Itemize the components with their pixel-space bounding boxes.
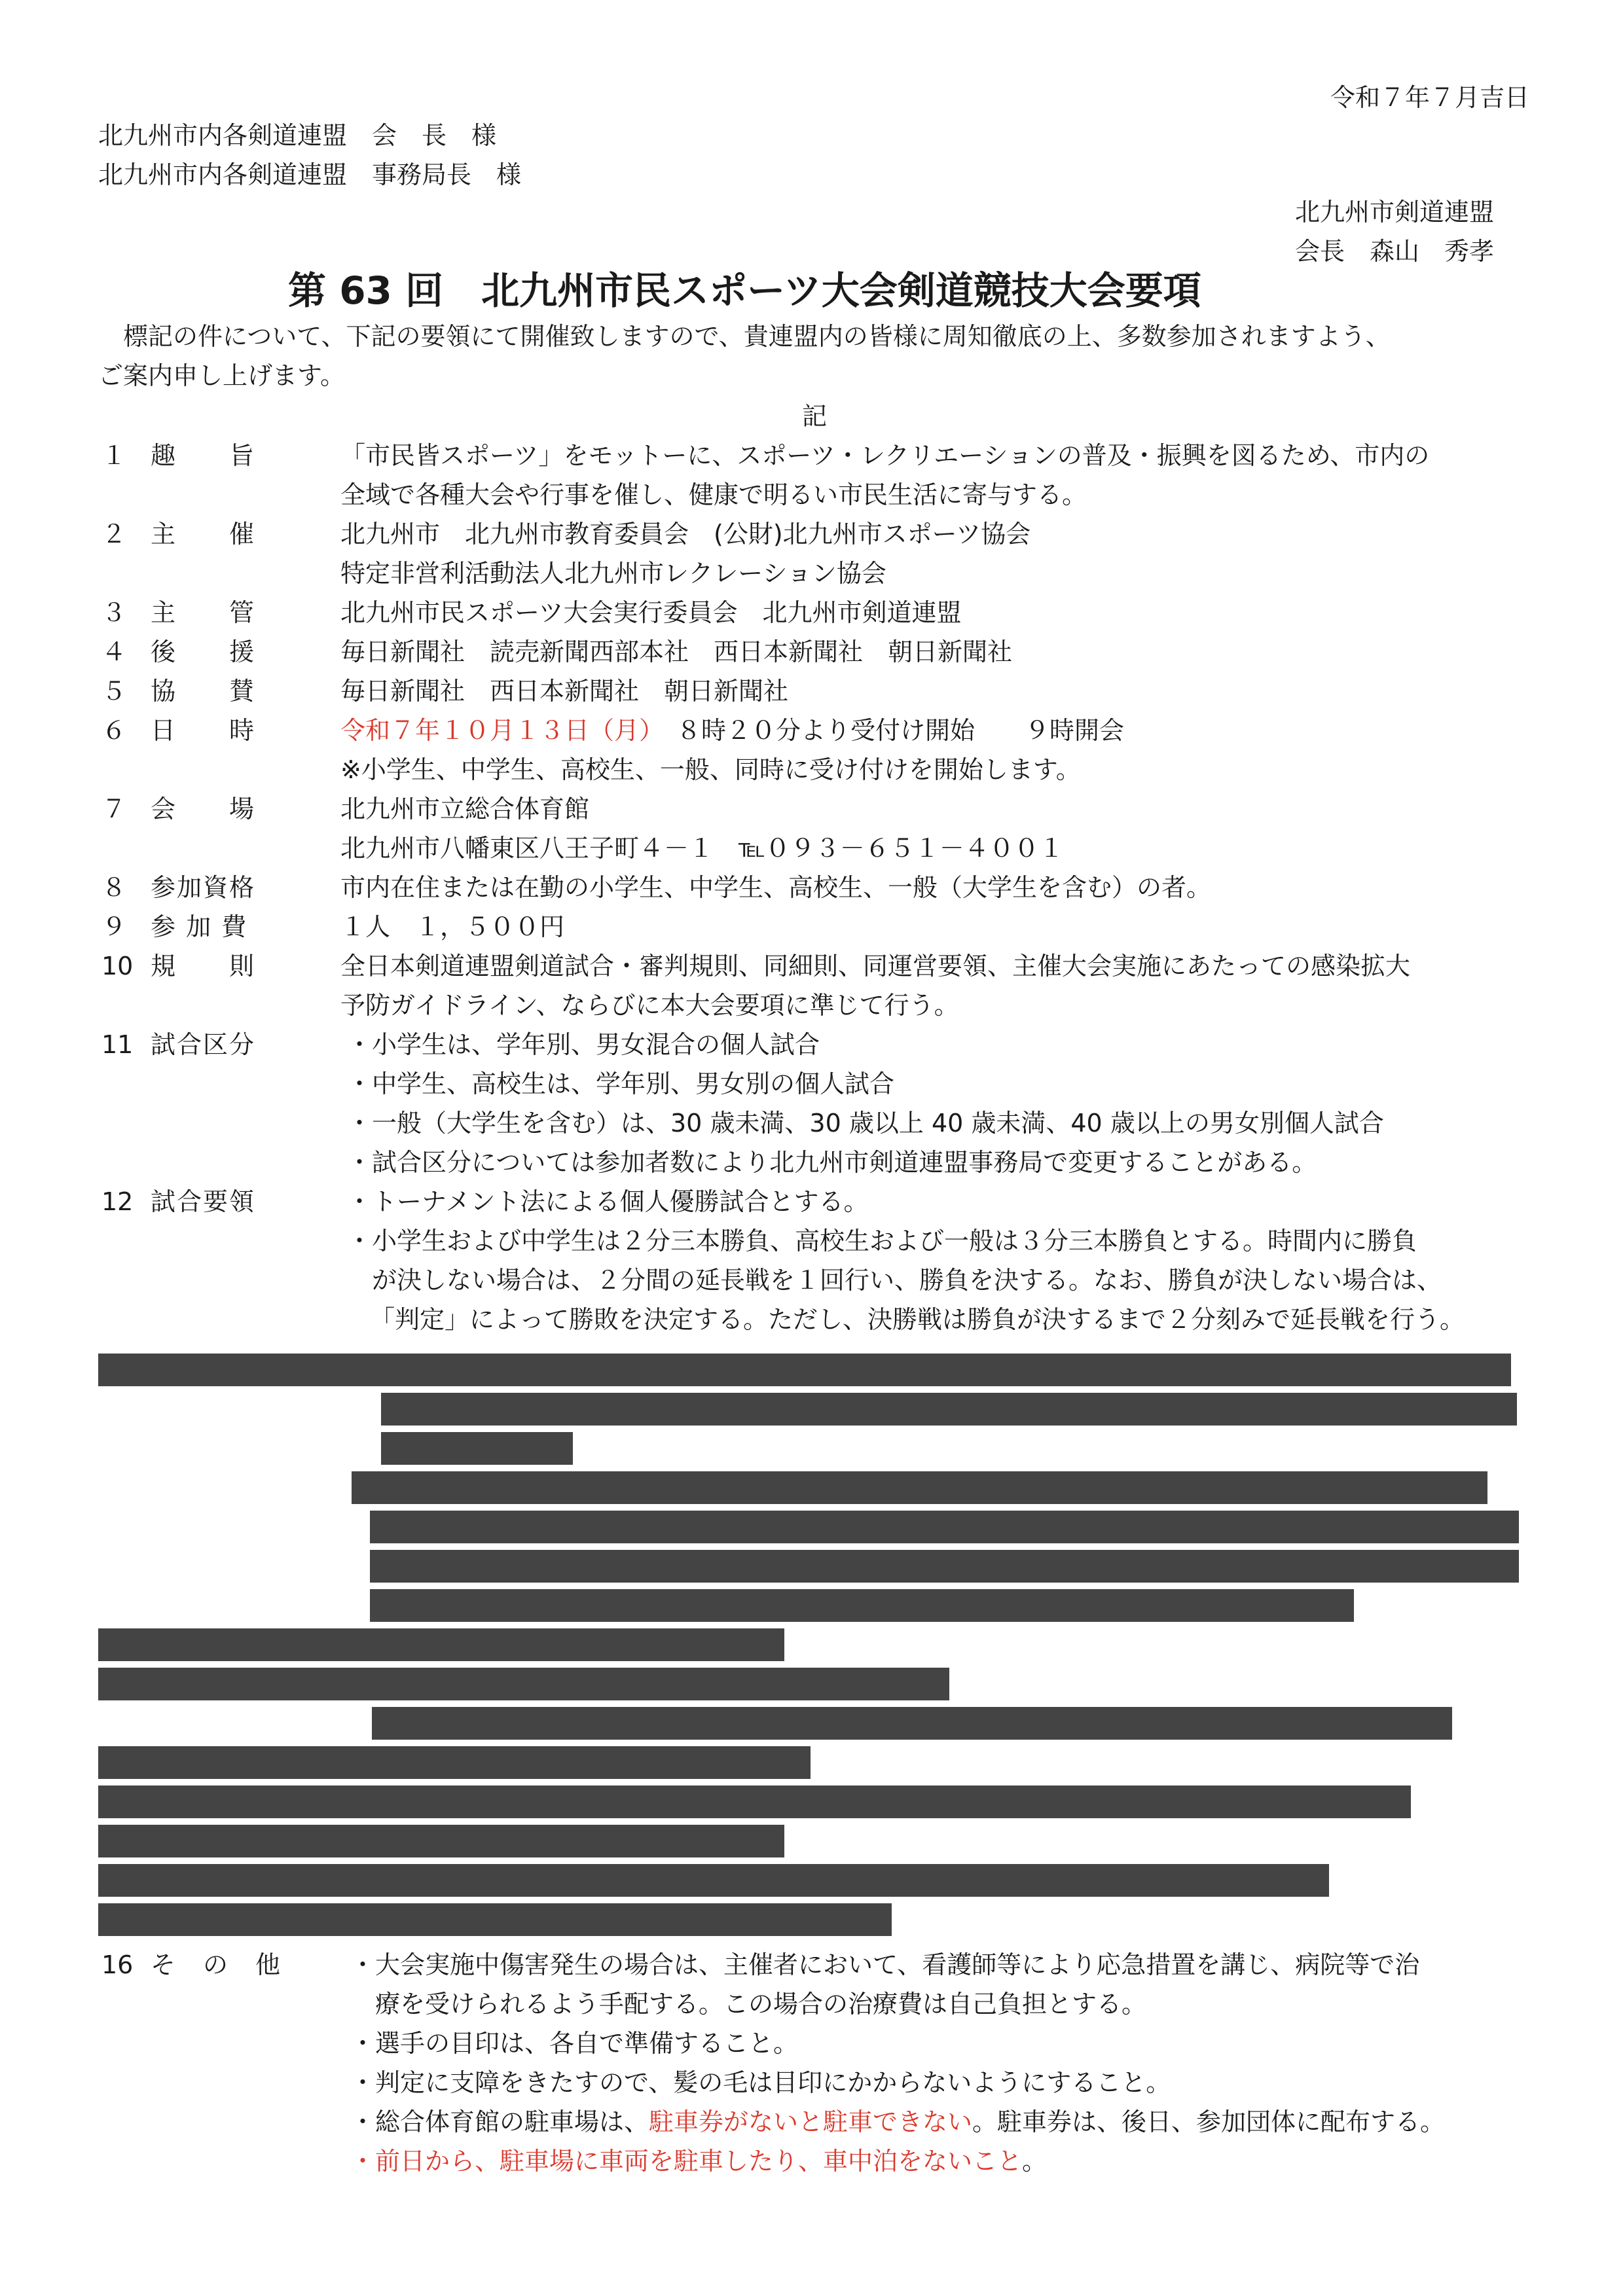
redaction-bar [370, 1511, 1519, 1543]
item-text: ・小学生は、学年別、男女混合の個人試合 [347, 1030, 820, 1059]
item-number: ２ [101, 520, 127, 548]
item-number: ７ [101, 795, 127, 823]
item-text: 北九州市 北九州市教育委員会 (公財)北九州市スポーツ協会 [340, 520, 1031, 548]
redaction-bar [98, 1825, 784, 1857]
item-text: 予防ガイドライン、ならびに本大会要項に準じて行う。 [340, 991, 959, 1020]
item-text: ・判定に支障をきたすので、髪の毛は目印にかからないようにすること。 [350, 2068, 1171, 2097]
item-text: 全域で各種大会や行事を催し、健康で明るい市民生活に寄与する。 [340, 480, 1087, 509]
item-number: ４ [101, 637, 127, 666]
item-text: 毎日新聞社 読売新聞西部本社 西日本新聞社 朝日新聞社 [340, 637, 1013, 666]
item-text: 「判定」によって勝敗を決定する。ただし、決勝戦は勝負が決するまで２分刻みで延長戦を行う。 [370, 1305, 1465, 1334]
item-text: ・小学生および中学生は２分三本勝負、高校生および一般は３分三本勝負とする。時間内に勝負 [347, 1227, 1417, 1255]
item-key: 後 援 [151, 637, 256, 666]
item-text: 北九州市民スポーツ大会実行委員会 北九州市剣道連盟 [340, 598, 962, 627]
item-text: ・試合区分については参加者数により北九州市剣道連盟事務局で変更することがある。 [347, 1148, 1317, 1177]
item-text: 毎日新聞社 西日本新聞社 朝日新聞社 [340, 677, 789, 706]
redaction-bar [98, 1785, 1411, 1818]
sender-person: 会長 森山 秀孝 [1295, 237, 1495, 266]
item-text: １人 １，５００円 [340, 912, 565, 941]
item-number: ８ [101, 873, 127, 902]
intro-line-1: 標記の件について、下記の要領にて開催致しますので、貴連盟内の皆様に周知徹底の上、多数参加されますよう、 [98, 322, 1391, 351]
item-text: ・トーナメント法による個人優勝試合とする。 [347, 1187, 869, 1216]
item-text: 「市民皆スポーツ」をモットーに、スポーツ・レクリエーションの普及・振興を図るため、市内の [340, 441, 1430, 470]
item-key: 参 加 費 [151, 912, 248, 941]
redaction-bar [381, 1432, 573, 1465]
item-text: 全日本剣道連盟剣道試合・審判規則、同細則、同運営要領、主催大会実施にあたっての感染拡大 [340, 952, 1411, 980]
item-key: そ の 他 [151, 1950, 282, 1979]
item-number: １ [101, 441, 127, 470]
item-number: ５ [101, 677, 127, 706]
item-key: 試合要領 [151, 1187, 256, 1216]
parking-text: ・総合体育館の駐車場は、 [350, 2108, 649, 2136]
item-key: 主 催 [151, 520, 256, 548]
redaction-bar [98, 1354, 1511, 1386]
item-number: ６ [101, 716, 127, 745]
recipient-1: 北九州市内各剣道連盟 会 長 様 [98, 121, 497, 150]
overnight-notice [350, 2149, 1047, 2174]
issue-date: 令和７年７月吉日 [1330, 83, 1529, 112]
redaction-bar [98, 1864, 1329, 1897]
item-key: 協 賛 [151, 677, 256, 706]
item-key: 規 則 [151, 952, 256, 980]
item-number: 12 [101, 1187, 134, 1216]
redaction-bar [370, 1589, 1354, 1622]
item-number: 10 [101, 952, 134, 980]
event-datetime [340, 718, 1124, 743]
item-key: 試合区分 [151, 1030, 256, 1059]
item-text: 北九州市八幡東区八王子町４－１ ℡０９３－６５１－４００１ [340, 834, 1064, 863]
item-key: 主 管 [151, 598, 256, 627]
sender-org: 北九州市剣道連盟 [1295, 198, 1495, 226]
item-key: 参加資格 [151, 873, 256, 902]
item-text: ・中学生、高校生は、学年別、男女別の個人試合 [347, 1069, 895, 1098]
parking-notice [350, 2109, 1445, 2134]
item-text: ・一般（大学生を含む）は、30 歳未満、30 歳以上 40 歳未満、40 歳以上の男女別個人試合 [347, 1109, 1384, 1138]
document-title: 第 63 回 北九州市民スポーツ大会剣道競技大会要項 [288, 268, 1201, 313]
redaction-bar [98, 1746, 811, 1779]
item-text: 市内在住または在勤の小学生、中学生、高校生、一般（大学生を含む）の者。 [340, 873, 1212, 902]
recipient-2: 北九州市内各剣道連盟 事務局長 様 [98, 160, 522, 189]
redaction-bar [372, 1707, 1452, 1740]
item-text: 北九州市立総合体育館 [340, 795, 590, 823]
redaction-bar [352, 1471, 1487, 1504]
overnight-period: 。 [1022, 2147, 1048, 2176]
item-key: 会 場 [151, 795, 256, 823]
redaction-bar [98, 1903, 892, 1936]
item-number: 16 [101, 1950, 134, 1979]
parking-text: 。駐車券は、後日、参加団体に配布する。 [972, 2108, 1446, 2136]
item-text: が決しない場合は、２分間の延長戦を１回行い、勝負を決する。なお、勝負が決しない場合は、 [347, 1266, 1442, 1295]
item-text: 特定非営利活動法人北九州市レクレーション協会 [340, 559, 886, 588]
overnight-warning: ・前日から、駐車場に車両を駐車したり、車中泊をないこと [350, 2147, 1023, 2176]
item-text: 療を受けられるよう手配する。この場合の治療費は自己負担とする。 [350, 1990, 1147, 2018]
item-key: 日 時 [151, 716, 256, 745]
item-text: ※小学生、中学生、高校生、一般、同時に受け付けを開始します。 [340, 755, 1081, 784]
redaction-bar [370, 1550, 1519, 1583]
item-number: 11 [101, 1030, 134, 1059]
redaction-bar [381, 1393, 1517, 1426]
redaction-bar [98, 1668, 949, 1700]
item-key: 趣 旨 [151, 441, 256, 470]
event-date: 令和７年１０月１３日（月） [340, 716, 652, 745]
parking-warning: 駐車券がないと駐車できない [649, 2108, 973, 2136]
item-number: ９ [101, 912, 127, 941]
intro-line-2: ご案内申し上げます。 [98, 361, 345, 390]
item-text: ・大会実施中傷害発生の場合は、主催者において、看護師等により応急措置を講じ、病院等で治 [350, 1950, 1420, 1979]
event-time: ８時２０分より受付け開始 ９時開会 [651, 716, 1125, 745]
item-text: ・選手の目印は、各自で準備すること。 [350, 2029, 799, 2058]
item-number: ３ [101, 598, 127, 627]
redaction-bar [98, 1628, 784, 1661]
ki-heading: 記 [802, 402, 828, 431]
